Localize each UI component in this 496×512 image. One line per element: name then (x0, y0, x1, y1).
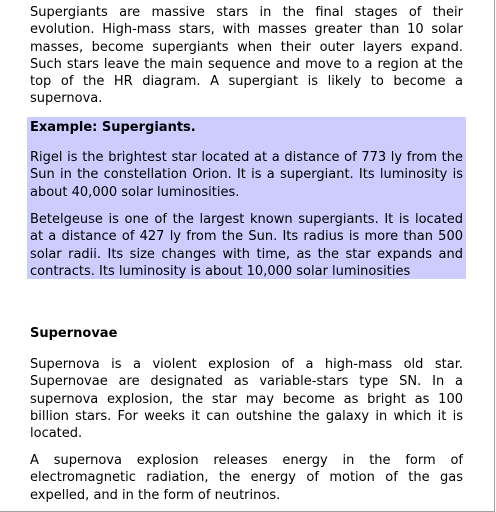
example-title: Example: Supergiants. (30, 120, 196, 135)
example-betelgeuse-paragraph: Betelgeuse is one of the largest known supergiants. It is located at a distance of 427 ly from the Sun. Its radius is more than 500 solar radii. Its size changes with time, as the star expands and contracts. Its luminosity is about 10,000 solar luminosities (30, 212, 463, 279)
intro-paragraph: Supergiants are massive stars in the final stages of their evolution. High-mass stars, with masses greater than 10 solar masses, become supergiants when their outer layers expand. Such stars leave the main sequence and move to a region at the top of the HR diagram. A supergiant is likely to become a supernova. (30, 5, 463, 107)
supernovae-heading: Supernovae (30, 326, 118, 341)
supernovae-paragraph-2: A supernova explosion releases energy in the form of electromagnetic radiation, the energy of motion of the gas expelled, and in the form of neutrinos. (30, 453, 463, 503)
example-rigel-paragraph: Rigel is the brightest star located at a distance of 773 ly from the Sun in the constellation Orion. It is a supergiant. Its luminosity is about 40,000 solar luminosities. (30, 150, 463, 200)
supernovae-paragraph-1: Supernova is a violent explosion of a high-mass old star. Supernovae are designated as variable-stars type SN. In a supernova explosion, the star may become as bright as 100 billion stars. For weeks it can outshine the galaxy in which it is located. (30, 357, 463, 441)
